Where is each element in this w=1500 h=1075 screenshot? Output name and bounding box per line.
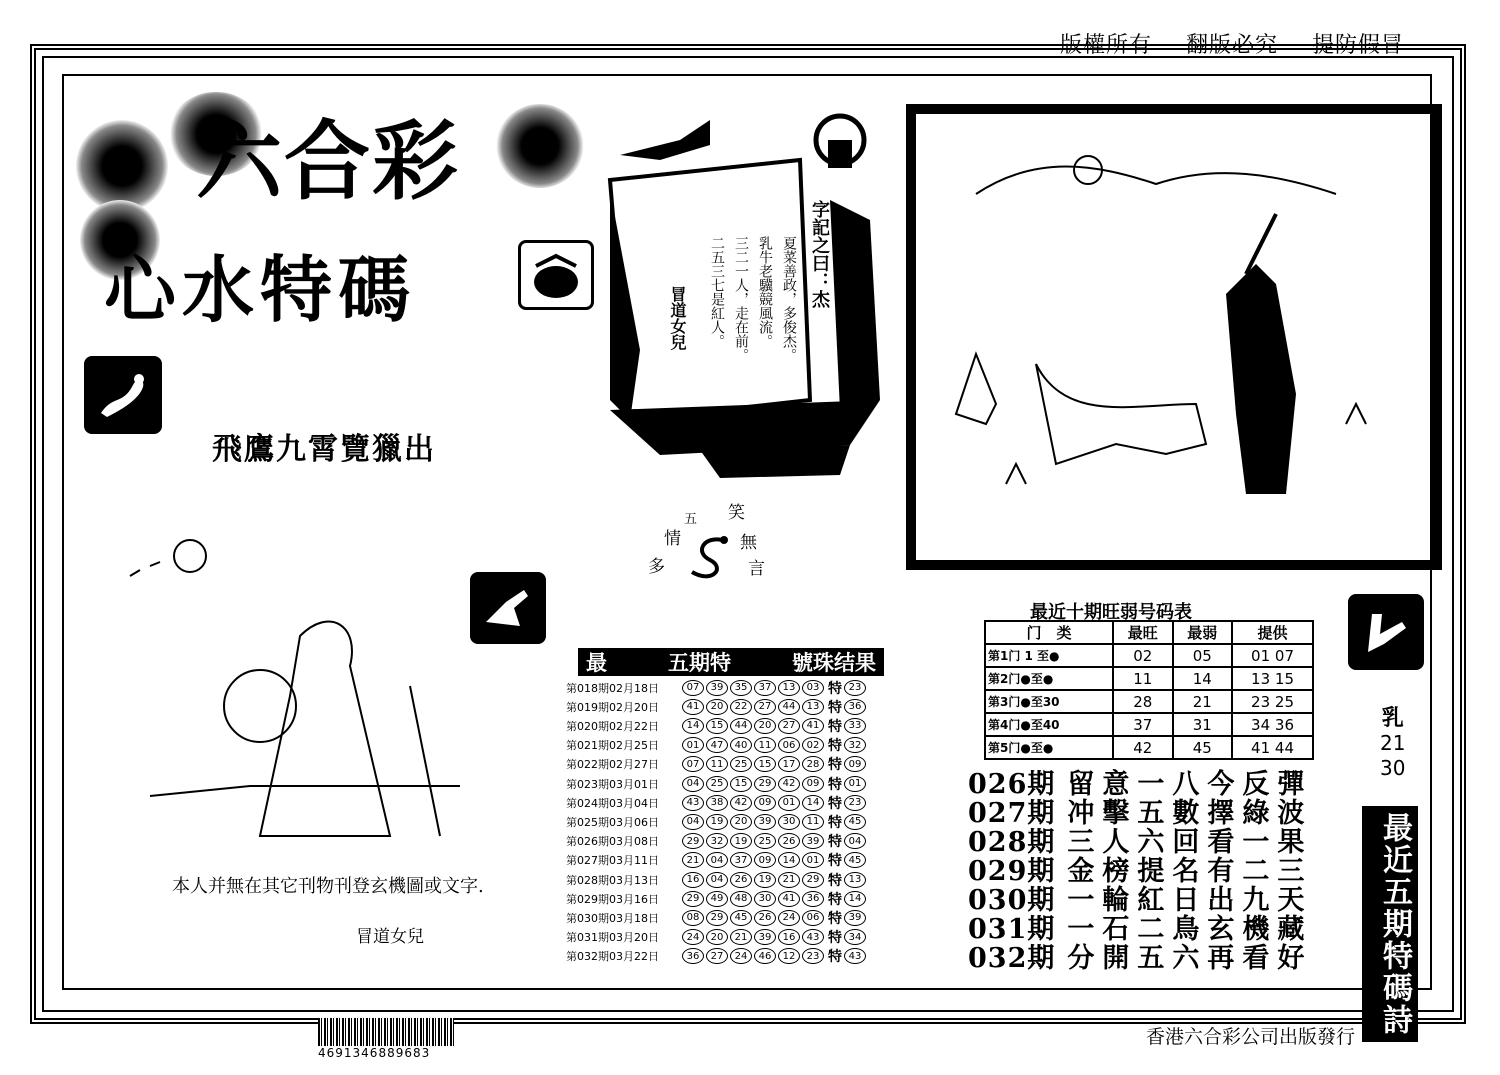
ship-author: 冒道女兒 <box>668 286 687 350</box>
results-period: 第022期02月27日 <box>566 758 659 772</box>
table-cell-hot: 42 <box>1113 736 1173 759</box>
number-ball: 35 <box>730 680 752 696</box>
table-cell-gate: 第4门●至40 <box>985 713 1113 736</box>
snake-word: 笑 <box>728 503 745 523</box>
copyright-item: 版權所有 <box>1059 33 1152 58</box>
results-title-right: 號珠结果 <box>792 651 876 675</box>
number-ball: 11 <box>706 756 728 772</box>
table-cell-cold: 45 <box>1173 736 1233 759</box>
special-number-ball: 13 <box>844 872 866 888</box>
number-ball: 21 <box>730 929 752 945</box>
poem-period: 029期 <box>968 856 1056 887</box>
title-subtitle: 心水特碼 <box>104 247 417 332</box>
number-ball: 04 <box>682 814 704 830</box>
side-title: 最近五期特碼詩 <box>1362 806 1418 1042</box>
number-ball: 29 <box>682 891 704 907</box>
number-ball: 04 <box>682 776 704 792</box>
ship-verse-line: 乳牛老驥競風流。 <box>757 236 773 348</box>
copyright-notice <box>1034 28 1404 59</box>
results-row <box>566 870 868 889</box>
number-ball: 42 <box>778 776 800 792</box>
number-ball: 26 <box>778 833 800 849</box>
number-ball: 29 <box>706 910 728 926</box>
number-ball: 15 <box>706 718 728 734</box>
results-period: 第021期02月25日 <box>566 739 659 753</box>
side-code-line: 21 <box>1380 731 1406 755</box>
snake-word: 言 <box>748 559 765 579</box>
number-ball: 25 <box>706 776 728 792</box>
number-ball: 25 <box>754 833 776 849</box>
special-number-ball: 39 <box>844 910 866 926</box>
number-ball: 39 <box>706 680 728 696</box>
number-ball: 02 <box>802 737 824 753</box>
number-ball: 37 <box>754 680 776 696</box>
table-cell-cold: 31 <box>1173 713 1233 736</box>
number-ball: 36 <box>682 948 704 964</box>
special-label: 特 <box>828 738 842 755</box>
number-ball: 13 <box>778 680 800 696</box>
number-ball: 41 <box>802 718 824 734</box>
results-row <box>566 812 868 831</box>
poem-period: 032期 <box>968 943 1056 974</box>
results-row <box>566 928 868 947</box>
number-ball: 09 <box>802 776 824 792</box>
number-ball: 36 <box>802 891 824 907</box>
poem-text: 冲擊五數擇綠波 <box>1067 798 1313 829</box>
table-cell-offer: 23 25 <box>1232 690 1313 713</box>
results-title <box>578 648 884 676</box>
special-number-ball: 14 <box>844 891 866 907</box>
number-ball: 03 <box>802 680 824 696</box>
number-ball: 41 <box>778 891 800 907</box>
number-ball: 19 <box>754 872 776 888</box>
number-ball: 26 <box>730 872 752 888</box>
number-ball: 04 <box>706 872 728 888</box>
side-code <box>1380 706 1405 781</box>
poem-period: 028期 <box>968 827 1056 858</box>
poem-text: 金榜提名有二三 <box>1067 856 1313 887</box>
results-period: 第019期02月20日 <box>566 700 659 714</box>
special-label: 特 <box>828 910 842 927</box>
results-row <box>566 755 868 774</box>
number-ball: 26 <box>754 910 776 926</box>
copyright-item: 翻版必究 <box>1185 33 1278 58</box>
number-ball: 24 <box>730 948 752 964</box>
number-ball: 20 <box>754 718 776 734</box>
number-ball: 24 <box>682 929 704 945</box>
ship-heading: 字記之曰：杰 <box>809 200 830 308</box>
results-period: 第029期03月16日 <box>566 892 659 906</box>
number-ball: 07 <box>682 756 704 772</box>
number-ball: 17 <box>778 756 800 772</box>
number-ball: 08 <box>682 910 704 926</box>
results-period: 第030期03月18日 <box>566 911 659 925</box>
publisher: 香港六合彩公司出版發行 <box>1146 1026 1356 1048</box>
copyright-item: 提防假冒 <box>1311 33 1404 58</box>
table-header: 最弱 <box>1173 621 1233 644</box>
number-ball: 16 <box>778 929 800 945</box>
special-label: 特 <box>828 718 842 735</box>
special-label: 特 <box>828 814 842 831</box>
special-label: 特 <box>828 853 842 870</box>
poem-period: 027期 <box>968 798 1056 829</box>
special-number-ball: 04 <box>844 833 866 849</box>
table-row <box>985 713 1313 736</box>
number-ball: 12 <box>778 948 800 964</box>
number-ball: 48 <box>730 891 752 907</box>
hot-cold-table <box>984 620 1314 760</box>
number-ball: 24 <box>778 910 800 926</box>
ink-blob-decoration <box>76 120 168 212</box>
results-title-left: 最 <box>586 651 607 675</box>
table-cell-hot: 11 <box>1113 667 1173 690</box>
number-ball: 49 <box>706 891 728 907</box>
number-ball: 44 <box>778 699 800 715</box>
poem-line <box>968 936 1312 975</box>
special-number-ball: 33 <box>844 718 866 734</box>
lady-illustration <box>110 536 470 856</box>
number-ball: 43 <box>682 795 704 811</box>
table-cell-offer: 01 07 <box>1232 644 1313 667</box>
table-cell-cold: 14 <box>1173 667 1233 690</box>
special-number-ball: 23 <box>844 680 866 696</box>
hot-table-title: 最近十期旺弱号码表 <box>1030 602 1192 623</box>
signature: 冒道女兒 <box>356 927 424 947</box>
special-number-ball: 09 <box>844 756 866 772</box>
number-ball: 09 <box>754 852 776 868</box>
snake-word: 五 <box>684 512 698 527</box>
number-ball: 15 <box>754 756 776 772</box>
number-ball: 19 <box>706 814 728 830</box>
results-period: 第018期02月18日 <box>566 681 659 695</box>
special-number-ball: 34 <box>844 929 866 945</box>
number-ball: 06 <box>802 910 824 926</box>
table-cell-offer: 41 44 <box>1232 736 1313 759</box>
number-ball: 20 <box>706 929 728 945</box>
number-ball: 47 <box>706 737 728 753</box>
fruit-icon <box>518 240 594 310</box>
number-ball: 01 <box>682 737 704 753</box>
results-title-mid: 五期特 <box>668 651 731 675</box>
number-ball: 04 <box>706 852 728 868</box>
results-period: 第032期03月22日 <box>566 950 659 964</box>
title-main: 六合彩 <box>196 111 460 212</box>
table-cell-cold: 21 <box>1173 690 1233 713</box>
poem-period: 026期 <box>968 769 1056 800</box>
special-label: 特 <box>828 680 842 697</box>
number-ball: 40 <box>730 737 752 753</box>
results-row <box>566 908 868 927</box>
results-row <box>566 697 868 716</box>
poem-text: 一石二鳥玄機藏 <box>1067 914 1313 945</box>
table-header-row <box>985 621 1313 644</box>
number-ball: 39 <box>754 814 776 830</box>
results-period: 第031期03月20日 <box>566 931 659 945</box>
snake-icon <box>682 528 738 584</box>
number-ball: 20 <box>706 699 728 715</box>
special-label: 特 <box>828 834 842 851</box>
number-ball: 39 <box>802 833 824 849</box>
table-cell-gate: 第3门●至30 <box>985 690 1113 713</box>
special-label: 特 <box>828 872 842 889</box>
number-ball: 01 <box>802 852 824 868</box>
number-ball: 06 <box>778 737 800 753</box>
special-label: 特 <box>828 891 842 908</box>
number-ball: 37 <box>730 852 752 868</box>
special-label: 特 <box>828 949 842 966</box>
poem-text: 分開五六再看好 <box>1067 943 1313 974</box>
results-row <box>566 678 868 697</box>
poem-period: 031期 <box>968 914 1056 945</box>
number-ball: 38 <box>706 795 728 811</box>
ship-verse-line: 三二一人，走在前。 <box>733 236 749 362</box>
table-cell-cold: 05 <box>1173 644 1233 667</box>
barcode-number: 4691346889683 <box>318 1046 431 1060</box>
table-header: 提供 <box>1232 621 1313 644</box>
table-cell-gate: 第1门 1 至● <box>985 644 1113 667</box>
pointing-hand-icon <box>470 572 546 644</box>
results-period: 第023期03月01日 <box>566 777 659 791</box>
table-cell-hot: 37 <box>1113 713 1173 736</box>
table-row <box>985 736 1313 759</box>
results-row <box>566 716 868 735</box>
snake-word: 情 <box>664 529 681 549</box>
number-ball: 11 <box>802 814 824 830</box>
table-row <box>985 690 1313 713</box>
special-label: 特 <box>828 930 842 947</box>
special-label: 特 <box>828 757 842 774</box>
snake-word: 無 <box>740 533 757 553</box>
table-header: 门 类 <box>985 621 1113 644</box>
number-ball: 07 <box>682 680 704 696</box>
number-ball: 16 <box>682 872 704 888</box>
number-ball: 19 <box>730 833 752 849</box>
number-ball: 15 <box>730 776 752 792</box>
number-ball: 41 <box>682 699 704 715</box>
special-label: 特 <box>828 776 842 793</box>
poem-text: 留意一八今反彈 <box>1067 769 1313 800</box>
number-ball: 27 <box>706 948 728 964</box>
special-label: 特 <box>828 699 842 716</box>
results-row <box>566 793 868 812</box>
table-cell-offer: 13 15 <box>1232 667 1313 690</box>
side-code-line: 30 <box>1380 756 1406 780</box>
slogan: 飛鷹九霄覽獵出 <box>212 432 436 467</box>
number-ball: 46 <box>754 948 776 964</box>
barcode <box>318 1018 454 1046</box>
number-ball: 11 <box>754 737 776 753</box>
table-header: 最旺 <box>1113 621 1173 644</box>
number-ball: 01 <box>778 795 800 811</box>
number-ball: 39 <box>754 929 776 945</box>
special-number-ball: 01 <box>844 776 866 792</box>
special-number-ball: 43 <box>844 948 866 964</box>
number-ball: 14 <box>802 795 824 811</box>
table-cell-hot: 28 <box>1113 690 1173 713</box>
table-row <box>985 667 1313 690</box>
table-cell-hot: 02 <box>1113 644 1173 667</box>
special-number-ball: 32 <box>844 737 866 753</box>
number-ball: 20 <box>730 814 752 830</box>
disclaimer: 本人并無在其它刊物刊登玄機圖或文字. <box>172 876 484 897</box>
results-period: 第020期02月22日 <box>566 719 659 733</box>
poem-period: 030期 <box>968 885 1056 916</box>
ink-blob-decoration <box>496 104 584 188</box>
table-cell-gate: 第5门●至● <box>985 736 1113 759</box>
number-ball: 44 <box>730 718 752 734</box>
results-row <box>566 851 868 870</box>
number-ball: 42 <box>730 795 752 811</box>
results-row <box>566 832 868 851</box>
number-ball: 30 <box>778 814 800 830</box>
number-ball: 27 <box>754 699 776 715</box>
results-period: 第025期03月06日 <box>566 815 659 829</box>
special-number-ball: 36 <box>844 699 866 715</box>
number-ball: 09 <box>754 795 776 811</box>
special-number-ball: 45 <box>844 852 866 868</box>
number-ball: 13 <box>802 699 824 715</box>
snake-word: 多 <box>648 557 665 577</box>
number-ball: 14 <box>682 718 704 734</box>
crane-bird-icon <box>84 356 162 434</box>
number-ball: 29 <box>682 833 704 849</box>
results-period: 第024期03月04日 <box>566 796 659 810</box>
ship-verse-line: 夏菜善政，多俊杰。 <box>781 236 797 362</box>
table-cell-offer: 34 36 <box>1232 713 1313 736</box>
results-row <box>566 947 868 966</box>
number-ball: 14 <box>778 852 800 868</box>
number-ball: 29 <box>754 776 776 792</box>
number-ball: 21 <box>682 852 704 868</box>
results-row <box>566 736 868 755</box>
poem-text: 三人六回看一果 <box>1067 827 1313 858</box>
poem-text: 一輪紅日出九天 <box>1067 885 1313 916</box>
results-row <box>566 774 868 793</box>
number-ball: 29 <box>802 872 824 888</box>
results-period: 第028期03月13日 <box>566 873 659 887</box>
special-number-ball: 23 <box>844 795 866 811</box>
hand-gesture-icon <box>1348 594 1424 670</box>
number-ball: 25 <box>730 756 752 772</box>
number-ball: 43 <box>802 929 824 945</box>
results-row <box>566 889 868 908</box>
number-ball: 30 <box>754 891 776 907</box>
results-period: 第027期03月11日 <box>566 854 659 868</box>
special-number-ball: 45 <box>844 814 866 830</box>
ship-verse-line: 二五三七是紅人。 <box>709 236 725 348</box>
number-ball: 22 <box>730 699 752 715</box>
special-label: 特 <box>828 795 842 812</box>
side-code-label: 乳 <box>1381 706 1404 731</box>
results-period: 第026期03月08日 <box>566 835 659 849</box>
number-ball: 27 <box>778 718 800 734</box>
number-ball: 45 <box>730 910 752 926</box>
number-ball: 23 <box>802 948 824 964</box>
hunter-tiger-picture <box>906 104 1442 570</box>
table-row <box>985 644 1313 667</box>
number-ball: 28 <box>802 756 824 772</box>
number-ball: 32 <box>706 833 728 849</box>
number-ball: 21 <box>778 872 800 888</box>
table-cell-gate: 第2门●至● <box>985 667 1113 690</box>
